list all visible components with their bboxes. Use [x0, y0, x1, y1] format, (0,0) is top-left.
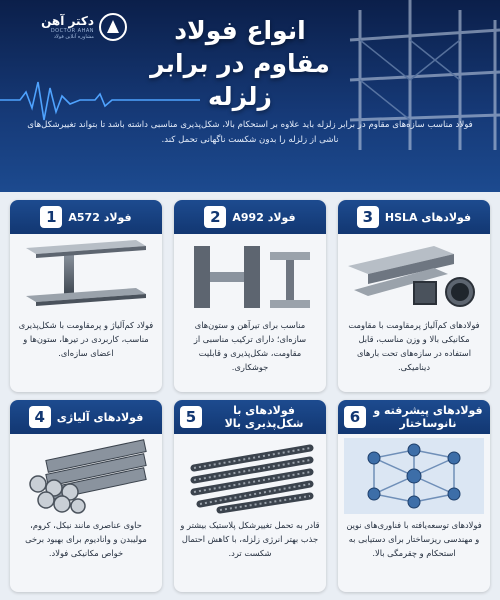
header-banner — [0, 0, 500, 192]
logo-text — [41, 15, 94, 40]
card-high-ductility-steel[interactable] — [174, 400, 326, 592]
card-number: 1 — [40, 206, 62, 228]
card-header — [338, 400, 490, 434]
card-advanced-nano-steel[interactable] — [338, 400, 490, 592]
card-description: فولادهای توسعه‌یافته با فناوری‌های نوین و مهندسی ریزساختار برای دستیابی به استحکام و چقرمگی بالا. — [346, 520, 482, 558]
brand-logo[interactable] — [8, 10, 128, 44]
brand-tagline: مشاوره آنلاین فولاد — [53, 33, 94, 40]
i-beam-icon — [16, 238, 156, 314]
intro-text: فولاد مناسب سازه‌های مقاوم در برابر زلزله باید علاوه بر استحکام بالا، شکل‌پذیری مناسبی داشته باشد تا بتواند تغییرشکل‌های ناشی از زلزله را بدون شکست ناگهانی تحمل کند. — [27, 120, 473, 145]
steel-profile-icon — [344, 238, 484, 314]
title-line-2: مقاوم در برابر زلزله — [150, 49, 330, 111]
title-line-1: انواع فولاد — [174, 16, 306, 45]
card-header — [174, 200, 326, 234]
card-header — [338, 200, 490, 234]
h-beam-icon — [180, 238, 320, 314]
card-number: 5 — [180, 406, 202, 428]
rebar-icon — [180, 438, 320, 514]
brand-subtitle: DOCTOR AHAN — [50, 27, 94, 34]
card-title: فولادهای پیشرفته و نانوساختار — [373, 404, 483, 430]
card-title: فولادهای آلیاژی — [56, 410, 144, 424]
card-description: فولاد کم‌آلیاژ و پرمقاومت با شکل‌پذیری مناسب، کاربردی در تیرها، ستون‌ها و اعضای سازه‌ای. — [18, 320, 154, 358]
card-alloy-steel[interactable] — [10, 400, 162, 592]
card-title: فولادهای HSLA — [384, 210, 472, 224]
card-description: قادر به تحمل تغییرشکل پلاستیک بیشتر و جذب بهتر انرژی زلزله، با کاهش احتمال شکست ترد. — [180, 520, 320, 558]
card-number: 6 — [344, 406, 366, 428]
card-title: فولاد A992 — [232, 210, 296, 224]
card-steel-a572[interactable] — [10, 200, 162, 392]
card-steel-a992[interactable] — [174, 200, 326, 392]
card-description: فولادهای کم‌آلیاژ پرمقاومت با مقاومت مکانیکی بالا و وزن مناسب، قابل استفاده در سازه‌های تحت بارهای دینامیکی. — [348, 320, 480, 372]
card-number: 4 — [29, 406, 51, 428]
card-header — [174, 400, 326, 434]
card-number: 3 — [357, 206, 379, 228]
page-title — [130, 14, 350, 113]
card-description: حاوی عناصری مانند نیکل، کروم، مولیبدن و وانادیوم برای بهبود برخی خواص مکانیکی فولاد. — [25, 520, 147, 558]
card-header — [10, 200, 162, 234]
nanostructure-icon — [344, 438, 484, 514]
logo-mark-icon — [98, 12, 128, 42]
card-steel-hsla[interactable] — [338, 200, 490, 392]
card-title: فولاد A572 — [68, 210, 132, 224]
card-title: فولادهای با شکل‌پذیری بالا — [224, 404, 304, 430]
round-bar-icon — [16, 438, 156, 514]
brand-name: دکتر آهن — [41, 13, 94, 28]
card-number: 2 — [204, 206, 226, 228]
card-header — [10, 400, 162, 434]
card-description: مناسب برای تیرآهن و ستون‌های سازه‌ای؛ دارای ترکیب مناسبی از مقاومت، شکل‌پذیری و قابلیت جوشکاری. — [193, 320, 307, 372]
